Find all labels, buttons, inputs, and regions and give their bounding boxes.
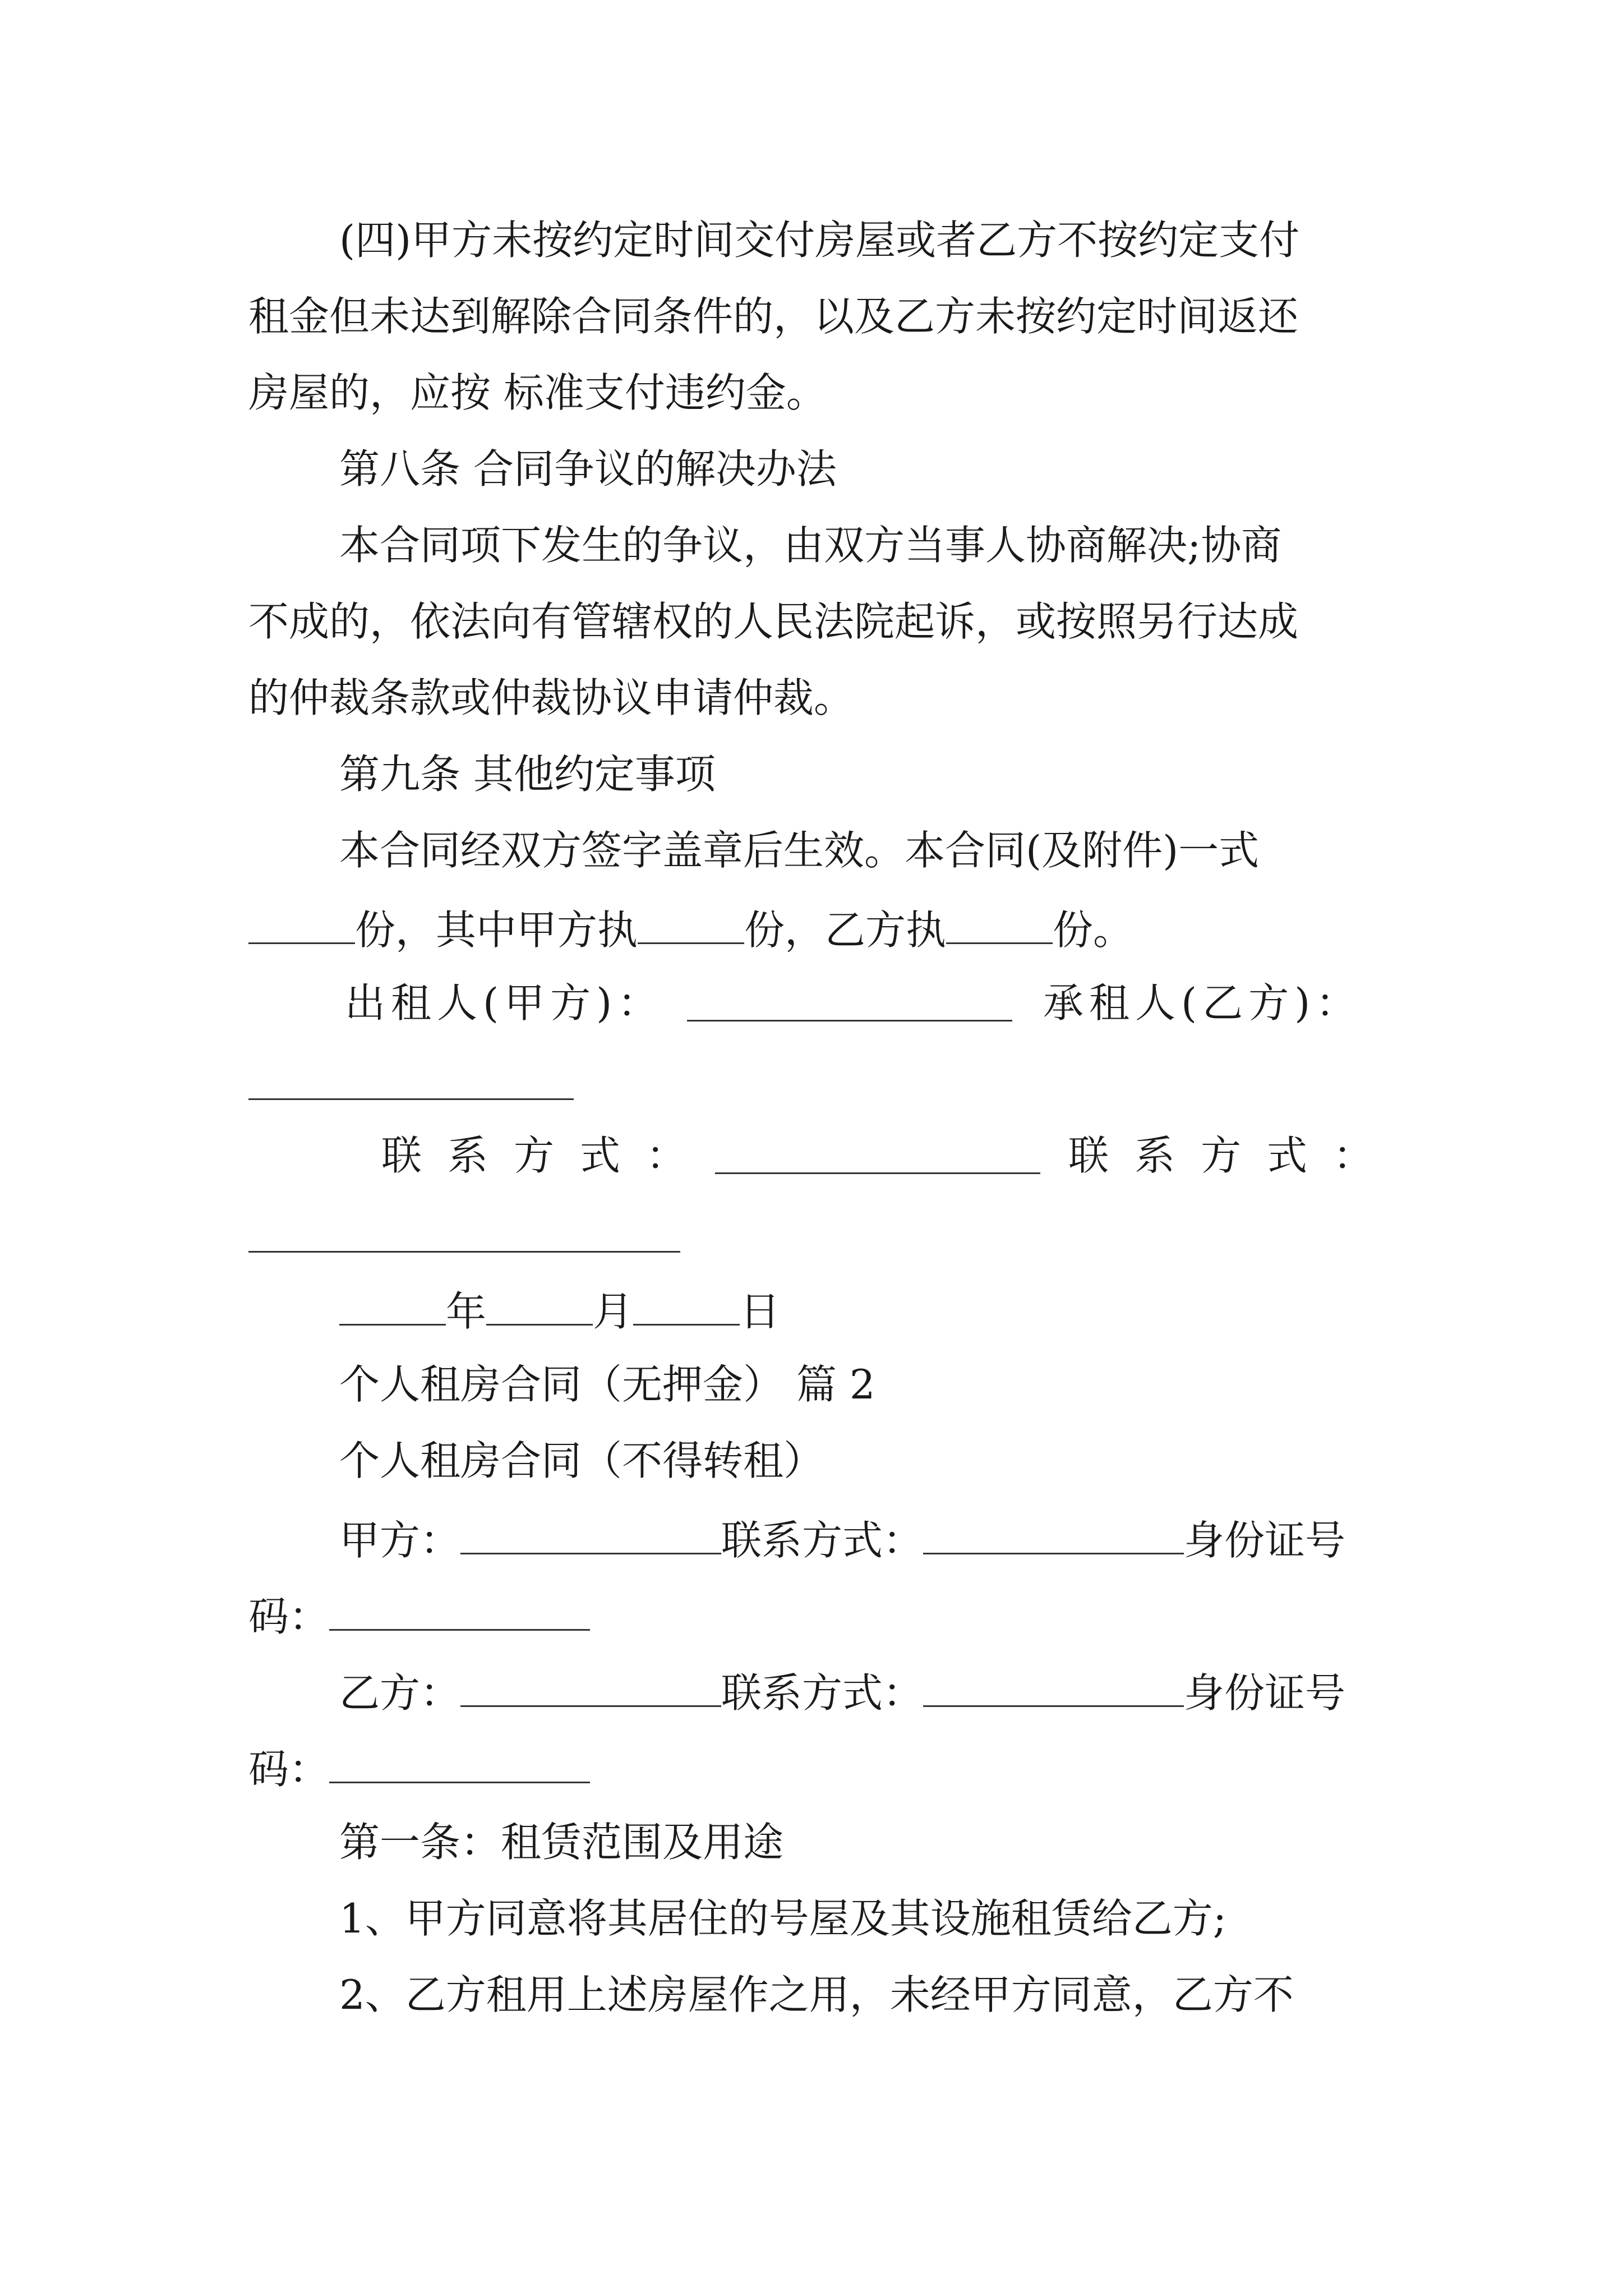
party-a-id-label-cont: 码： (248, 1593, 330, 1640)
year-label: 年 (446, 1288, 487, 1335)
copies-unit-3: 份。 (1053, 907, 1134, 954)
copies-unit-1: 份，其中甲方执 (355, 907, 638, 954)
party-a-contact-label: 联系方式： (721, 1517, 924, 1564)
month-label: 月 (593, 1288, 634, 1335)
article1-item1: 1、甲方同意将其居住的号屋及其设施租赁给乙方; (339, 1895, 1227, 1942)
party-a-contact-blank (923, 1517, 1184, 1554)
party-b-name-blank (460, 1669, 721, 1707)
party-a-copies-blank (638, 907, 744, 944)
article9-copies-line (248, 907, 1134, 954)
party-b-id-blank (329, 1746, 590, 1783)
lessee-contact-line (248, 1251, 680, 1253)
article8-line3: 的仲裁条款或仲裁协议申请仲裁。 (248, 674, 855, 721)
article8-line2: 不成的，依法向有管辖权的人民法院起诉，或按照另行达成 (248, 598, 1299, 645)
article9-title: 第九条 其他约定事项 (339, 751, 716, 798)
lessee-label: 承租人(乙方)： (1043, 979, 1362, 1027)
article1-title: 第一条：租赁范围及用途 (339, 1819, 784, 1866)
lessor-contact-line (715, 1172, 1040, 1174)
party-b-copies-blank (946, 907, 1053, 944)
section2-heading: 个人租房合同（无押金） 篇 2 (339, 1361, 875, 1408)
party-a-id-line (248, 1593, 590, 1640)
party-b-line (339, 1669, 1346, 1717)
article8-line1: 本合同项下发生的争议，由双方当事人协商解决;协商 (339, 522, 1282, 569)
lessee-signature-line (248, 1098, 574, 1100)
party-a-name-blank (460, 1517, 721, 1554)
day-label: 日 (740, 1288, 781, 1335)
section2-subtitle: 个人租房合同（不得转租） (339, 1437, 824, 1484)
total-copies-blank (248, 907, 355, 944)
article9-line1: 本合同经双方签字盖章后生效。本合同(及附件)一式 (339, 827, 1260, 874)
party-b-id-label: 身份证号 (1184, 1669, 1346, 1717)
article7-item4-line1: (四)甲方未按约定时间交付房屋或者乙方不按约定支付 (339, 217, 1300, 264)
year-blank (339, 1288, 446, 1326)
party-b-contact-blank (923, 1669, 1184, 1707)
copies-unit-2: 份，乙方执 (744, 907, 947, 954)
article7-item4-line2: 租金但未达到解除合同条件的，以及乙方未按约定时间返还 (248, 293, 1299, 340)
party-b-id-line (248, 1746, 590, 1793)
day-blank (633, 1288, 740, 1326)
month-blank (486, 1288, 593, 1326)
party-a-id-blank (329, 1593, 590, 1631)
article8-title: 第八条 合同争议的解决办法 (339, 445, 837, 493)
lessor-contact-label: 联系方式： (381, 1132, 713, 1179)
party-a-id-label: 身份证号 (1184, 1517, 1346, 1564)
article7-item4-line3: 房屋的，应按 标准支付违约金。 (248, 369, 827, 416)
lessee-contact-label: 联系方式： (1068, 1132, 1400, 1179)
party-a-line (339, 1517, 1346, 1564)
lessor-label: 出租人(甲方)： (345, 979, 664, 1027)
party-b-label: 乙方： (339, 1669, 461, 1717)
party-b-contact-label: 联系方式： (721, 1669, 924, 1717)
lessor-signature-line (687, 1020, 1012, 1022)
signing-date (339, 1288, 781, 1335)
party-a-label: 甲方： (339, 1517, 461, 1564)
party-b-id-label-cont: 码： (248, 1746, 330, 1793)
article1-item2: 2、乙方租用上述房屋作之用，未经甲方同意，乙方不 (339, 1971, 1294, 2018)
